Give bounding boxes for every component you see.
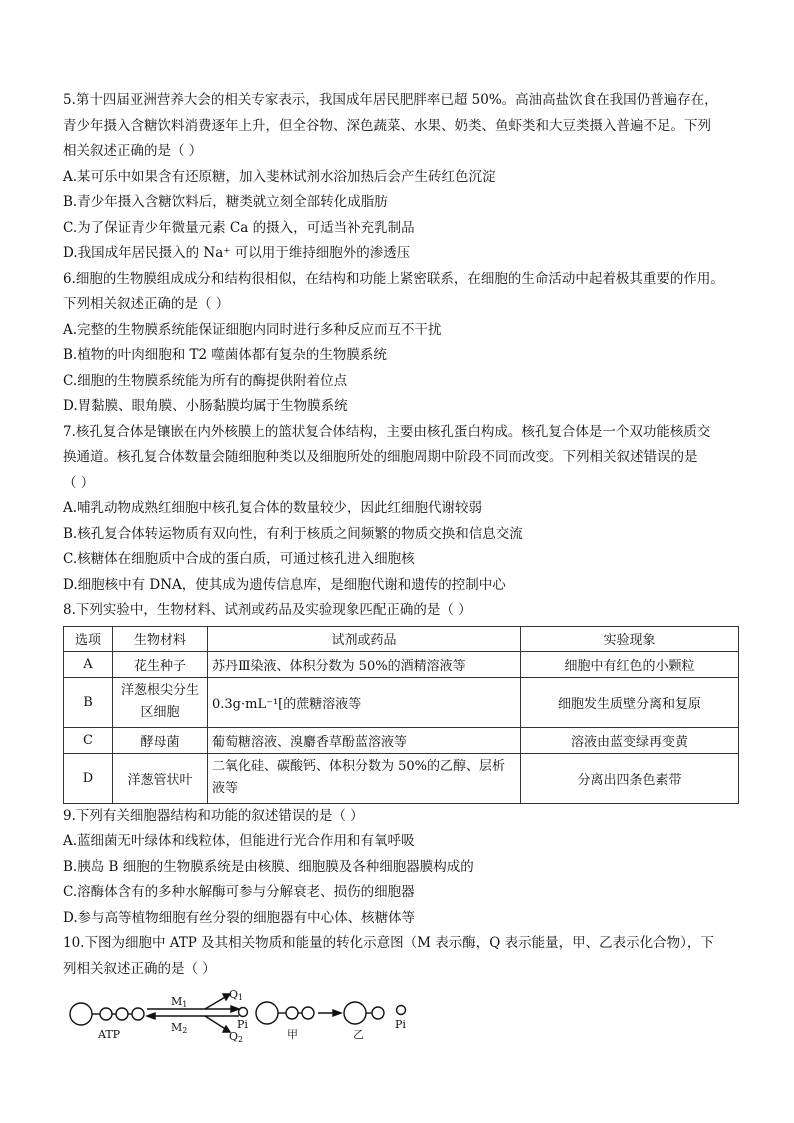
option-c: C.溶酶体含有的多种水解酶可参与分解衰老、损伤的细胞器 (63, 884, 415, 900)
option-d: D.细胞核中有 DNA，使其成为遗传信息库，是细胞代谢和遗传的控制中心 (63, 576, 506, 593)
option-b: B.胰岛 B 细胞的生物膜系统是由核膜、细胞膜及各种细胞器膜构成的 (63, 858, 474, 875)
m2-label: M2 (171, 1021, 188, 1035)
option-a: A.某可乐中如果含有还原糖，加入斐林试剂水浴加热后会产生砖红色沉淀 (63, 168, 496, 185)
jia-label: 甲 (287, 1028, 298, 1041)
question-stem-line: 10.下图为细胞中 ATP 及其相关物质和能量的转化示意图（M 表示酶，Q 表示能量，甲、乙表示化合物），下 (63, 935, 714, 951)
experiment-table (63, 626, 739, 804)
table-row (64, 677, 739, 727)
option-c: C.核糖体在细胞质中合成的蛋白质，可通过核孔进入细胞核 (63, 551, 415, 567)
option-b: B.核孔复合体转运物质有双向性，有利于核质之间频繁的物质交换和信息交流 (63, 525, 523, 542)
option-a: A.哺乳动物成熟红细胞中核孔复合体的数量较少，因此红细胞代谢较弱 (63, 500, 483, 516)
question-stem-line: 青少年摄入含糖饮料消费逐年上升，但全谷物、深色蔬菜、水果、奶类、鱼虾类和大豆类摄入普遍不足。下列 (63, 117, 711, 134)
question-stem-line: 列相关叙述正确的是（ ） (63, 960, 216, 977)
question-9 (63, 804, 739, 932)
table-cell: 溶液由蓝变绿再变黄 (521, 727, 739, 753)
table-cell: 0.3g·mL⁻¹[的蔗糖溶液等 (208, 677, 521, 727)
table-cell: 洋葱管状叶 (113, 753, 208, 803)
table-cell: B (64, 677, 113, 727)
option-d: D.参与高等植物细胞有丝分裂的细胞器有中心体、核糖体等 (63, 909, 416, 926)
table-cell: 分离出四条色素带 (521, 753, 739, 803)
pi-circle (239, 1008, 248, 1017)
table-header-row (64, 626, 739, 651)
arrow-q2 (205, 1016, 227, 1030)
option-c: C.为了保证青少年微量元素 Ca 的摄入，可适当补充乳制品 (63, 219, 415, 236)
atp-phosphate-circle (116, 1008, 128, 1020)
question-stem-line: 8.下列实验中，生物材料、试剂或药品及实验现象匹配正确的是（ ） (63, 602, 472, 618)
question-stem-line: 5.第十四届亚洲营养大会的相关专家表示，我国成年居民肥胖率已超 50%。高油高盐饮食在我国仍普遍存在， (63, 92, 718, 108)
question-7 (63, 420, 739, 599)
m1-label: M1 (171, 995, 188, 1009)
amp-phosphate-circle (372, 1007, 384, 1019)
question-stem-line: 9.下列有关细胞器结构和功能的叙述错误的是（ ） (63, 807, 364, 824)
table-cell: 细胞发生质壁分离和复原 (521, 677, 739, 727)
question-6 (63, 267, 739, 420)
pi-circle (397, 1006, 406, 1015)
table-cell: 苏丹Ⅲ染液、体积分数为 50%的酒精溶液等 (208, 651, 521, 677)
arrow-q1 (205, 996, 227, 1009)
table-header: 试剂或药品 (208, 626, 521, 651)
exam-page (63, 88, 739, 1050)
question-stem-line: 下列相关叙述正确的是（ ） (63, 296, 230, 312)
table-header: 选项 (64, 626, 113, 651)
adp-ribose-circle (256, 1002, 278, 1024)
atp-phosphate-circle (132, 1008, 144, 1020)
option-b: B.青少年摄入含糖饮料后，糖类就立刻全部转化成脂肪 (63, 194, 388, 210)
adp-phosphate-circle (302, 1007, 314, 1019)
question-5 (63, 88, 739, 267)
adp-phosphate-circle (286, 1007, 298, 1019)
question-stem-line: （ ） (63, 474, 95, 491)
table-header: 生物材料 (113, 626, 208, 651)
option-a: A.蓝细菌无叶绿体和线粒体，但能进行光合作用和有氧呼吸 (63, 833, 415, 849)
table-cell: 细胞中有红色的小颗粒 (521, 651, 739, 677)
pi-label: Pi (395, 1018, 406, 1031)
atp-ribose-circle (70, 1003, 92, 1025)
table-header: 实验现象 (521, 626, 739, 651)
q1-label: Q1 (229, 988, 244, 1002)
table-cell: 花生种子 (113, 651, 208, 677)
option-d: D.胃黏膜、眼角膜、小肠黏膜均属于生物膜系统 (63, 398, 348, 414)
option-b: B.植物的叶肉细胞和 T2 噬菌体都有复杂的生物膜系统 (63, 347, 387, 363)
question-stem-line: 换通道。核孔复合体数量会随细胞种类以及细胞所处的细胞周期中阶段不同而改变。下列相关叙述错误的是 (63, 449, 698, 465)
atp-phosphate-circle (100, 1008, 112, 1020)
table-cell: D (64, 753, 113, 803)
table-cell: 二氧化硅、碳酸钙、体积分数为 50%的乙醇、层析液等 (208, 753, 521, 803)
yi-label: 乙 (353, 1028, 364, 1041)
pi-label: Pi (237, 1018, 248, 1031)
table-cell: 洋葱根尖分生区细胞 (113, 677, 208, 727)
question-8 (63, 598, 739, 804)
question-10 (63, 931, 739, 1050)
q2-label: Q2 (229, 1030, 244, 1044)
table-cell: 葡萄糖溶液、溴麝香草酚蓝溶液等 (208, 727, 521, 753)
question-stem-line: 7.核孔复合体是镶嵌在内外核膜上的篮状复合体结构，主要由核孔蛋白构成。核孔复合体是一个双功能核质交 (63, 423, 711, 440)
atp-conversion-diagram (67, 988, 417, 1046)
table-row (64, 651, 739, 677)
amp-ribose-circle (344, 1002, 366, 1024)
table-cell: A (64, 651, 113, 677)
question-stem-line: 6.细胞的生物膜组成成分和结构很相似，在结构和功能上紧密联系，在细胞的生命活动中起着极其重要的作用。 (63, 270, 724, 287)
option-d: D.我国成年居民摄入的 Na⁺ 可以用于维持细胞外的渗透压 (63, 245, 411, 261)
table-row (64, 753, 739, 803)
table-cell: C (64, 727, 113, 753)
question-stem-line: 相关叙述正确的是（ ） (63, 143, 203, 159)
option-a: A.完整的生物膜系统能保证细胞内同时进行多种反应而互不干扰 (63, 321, 442, 338)
option-c: C.细胞的生物膜系统能为所有的酶提供附着位点 (63, 372, 348, 389)
table-cell: 酵母菌 (113, 727, 208, 753)
atp-label: ATP (98, 1028, 121, 1041)
table-row (64, 727, 739, 753)
